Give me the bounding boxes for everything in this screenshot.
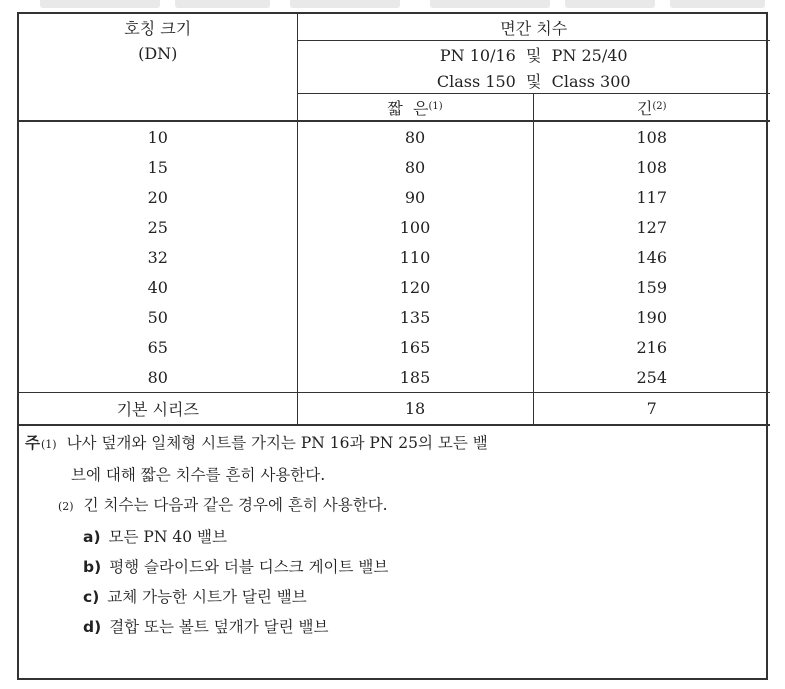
nominal-size-unit: (DN) (138, 44, 178, 64)
table-row (19, 152, 770, 182)
table-row (19, 182, 770, 212)
cropped-title-fragment (0, 0, 785, 10)
table-row (19, 302, 770, 332)
note-item (25, 552, 766, 582)
long-cell: 108 (533, 152, 770, 182)
short-cell: 100 (297, 212, 533, 242)
note-2-text: 긴 치수는 다음과 같은 경우에 흔히 사용한다. (83, 496, 388, 514)
basic-series-short: 18 (297, 393, 533, 426)
long-column-header (533, 94, 770, 122)
nominal-size-header: 호칭 크기 (124, 18, 192, 38)
item-text: 결합 또는 볼트 덮개가 달린 밸브 (109, 618, 329, 636)
table-row (19, 362, 770, 393)
notes-heading: 주 (25, 434, 40, 452)
item-text: 모든 PN 40 밸브 (108, 528, 227, 546)
short-cell: 135 (297, 302, 533, 332)
short-label: 짧 은 (387, 98, 429, 118)
table-row (19, 272, 770, 302)
long-cell: 127 (533, 212, 770, 242)
dn-cell: 65 (147, 337, 168, 357)
short-column-header (297, 94, 533, 122)
note-1-line-1 (25, 428, 766, 460)
note-2-line (25, 490, 766, 522)
short-cell: 80 (297, 121, 533, 152)
basic-series-long: 7 (533, 393, 770, 426)
item-letter: a) (83, 528, 101, 546)
note-2-mark: (2) (58, 500, 74, 513)
pressure-rating-header: PN 10/16 및 PN 25/40 (297, 41, 770, 68)
short-cell: 185 (297, 362, 533, 393)
dn-cell: 15 (147, 157, 168, 177)
note-1-text-cont: 브에 대해 짧은 치수를 흔히 사용한다. (71, 466, 326, 484)
header-row-4 (19, 94, 770, 122)
class-rating-header: Class 150 및 Class 300 (297, 67, 770, 94)
long-cell: 254 (533, 362, 770, 393)
header-row-2 (19, 41, 770, 68)
dn-cell: 80 (147, 367, 168, 387)
note-item (25, 522, 766, 552)
item-letter: b) (83, 558, 102, 576)
long-cell: 117 (533, 182, 770, 212)
spec-table-frame (17, 12, 768, 680)
item-text: 평행 슬라이드와 더블 디스크 게이트 밸브 (109, 558, 389, 576)
table-row (19, 212, 770, 242)
dn-cell: 25 (147, 217, 168, 237)
dn-cell: 40 (147, 277, 168, 297)
item-text: 교체 가능한 시트가 달린 밸브 (107, 588, 307, 606)
long-cell: 146 (533, 242, 770, 272)
short-cell: 110 (297, 242, 533, 272)
short-cell: 165 (297, 332, 533, 362)
face-to-face-dimensions-table (19, 14, 770, 426)
footnotes (19, 426, 766, 642)
note-item (25, 582, 766, 612)
header-spacer (19, 94, 297, 122)
dn-cell: 20 (147, 187, 168, 207)
short-cell: 90 (297, 182, 533, 212)
short-footnote-ref: (1) (428, 100, 443, 112)
long-cell: 216 (533, 332, 770, 362)
dn-cell: 10 (147, 127, 168, 147)
item-letter: c) (83, 588, 100, 606)
header-row-1 (19, 14, 770, 41)
note-1-line-2 (25, 460, 766, 490)
note-1-mark: (1) (40, 438, 57, 451)
dn-cell: 50 (147, 307, 168, 327)
table-row (19, 121, 770, 152)
note-item (25, 612, 766, 642)
long-cell: 190 (533, 302, 770, 332)
short-cell: 80 (297, 152, 533, 182)
item-letter: d) (83, 618, 102, 636)
short-cell: 120 (297, 272, 533, 302)
note-1-text: 나사 덮개와 일체형 시트를 가지는 PN 16과 PN 25의 모든 밸 (66, 434, 488, 452)
header-row-3 (19, 67, 770, 94)
face-to-face-header: 면간 치수 (297, 14, 770, 41)
table-row (19, 242, 770, 272)
long-cell: 108 (533, 121, 770, 152)
long-label: 긴 (636, 98, 653, 118)
header-spacer (19, 67, 297, 94)
table-row (19, 332, 770, 362)
long-cell: 159 (533, 272, 770, 302)
basic-series-label: 기본 시리즈 (116, 400, 199, 419)
long-footnote-ref: (2) (652, 100, 667, 112)
dn-cell: 32 (147, 247, 168, 267)
basic-series-row (19, 393, 770, 426)
